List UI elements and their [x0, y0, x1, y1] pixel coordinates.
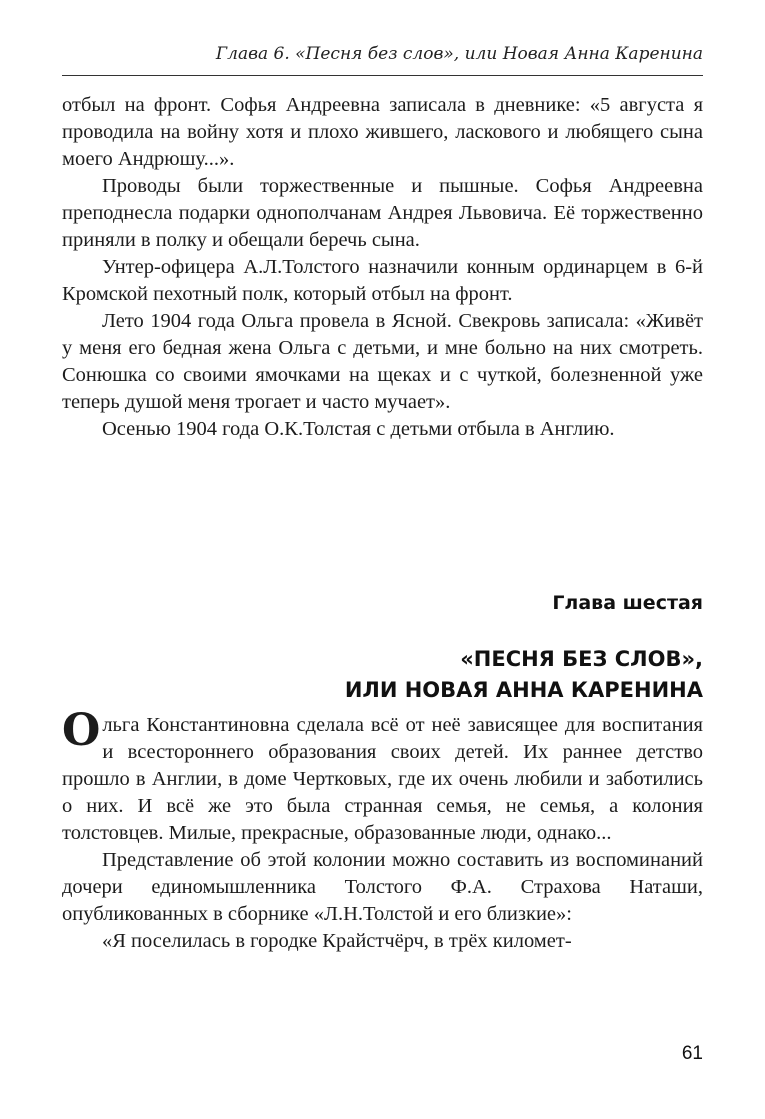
- header-rule: [62, 75, 703, 76]
- paragraph: Осенью 1904 года О.К.Толстая с детьми отбыла в Англию.: [102, 418, 615, 440]
- text-block-top: [62, 92, 703, 443]
- chapter-number: Глава шестая: [552, 592, 703, 614]
- paragraph: Унтер-офицера А.Л.Толстого назначили конным ординарцем в 6-й Кромской пехотный полк, который отбыл на фронт.: [62, 256, 703, 305]
- paragraph-with-dropcap: [62, 705, 703, 847]
- paragraph: Лето 1904 года Ольга провела в Ясной. Свекровь записала: «Живёт у меня его бедная жена Ольга с детьми, и мне больно на них смотреть. Сонюшка со своими ямочками на щеках и с чуткой, болезненной уже теперь душой меня трогает и часто мучает».: [62, 310, 703, 413]
- chapter-title-line: ИЛИ НОВАЯ АННА КАРЕНИНА: [344, 678, 703, 702]
- text-block-bottom: [62, 705, 703, 955]
- chapter-title-line: «ПЕСНЯ БЕЗ СЛОВ»,: [460, 647, 703, 671]
- paragraph: отбыл на фронт. Софья Андреевна записала в дневнике: «5 августа я проводила на войну хотя и плохо жившего, ласкового и любящего сына моего Андрюшу...».: [62, 94, 703, 170]
- page-number: 61: [681, 1043, 703, 1064]
- paragraph: Представление об этой колонии можно составить из воспоминаний дочери единомышленника Толстого Ф.А. Страхова Наташи, опубликованных в сборнике «Л.Н.Толстой и его близкие»:: [62, 849, 703, 925]
- drop-cap: О: [62, 705, 101, 756]
- chapter-title: [345, 644, 703, 706]
- paragraph-text: льга Константиновна сделала всё от неё зависящее для воспитания и всестороннего образования своих детей. Их раннее детство прошло в Англии, в доме Чертковых, где их очень любили и заботились о них. И всё же это была странная семья, не семья, а колония толстовцев. Милые, прекрасные, образованные люди, однако...: [62, 714, 703, 844]
- running-header: Глава 6. «Песня без слов», или Новая Анна Каренина: [215, 44, 703, 64]
- paragraph: «Я поселилась в городке Крайстчёрч, в трёх километ-: [102, 930, 572, 952]
- paragraph: Проводы были торжественные и пышные. Софья Андреевна преподнесла подарки однополчанам Андрея Львовича. Её торжественно приняли в полку и обещали беречь сына.: [62, 175, 703, 251]
